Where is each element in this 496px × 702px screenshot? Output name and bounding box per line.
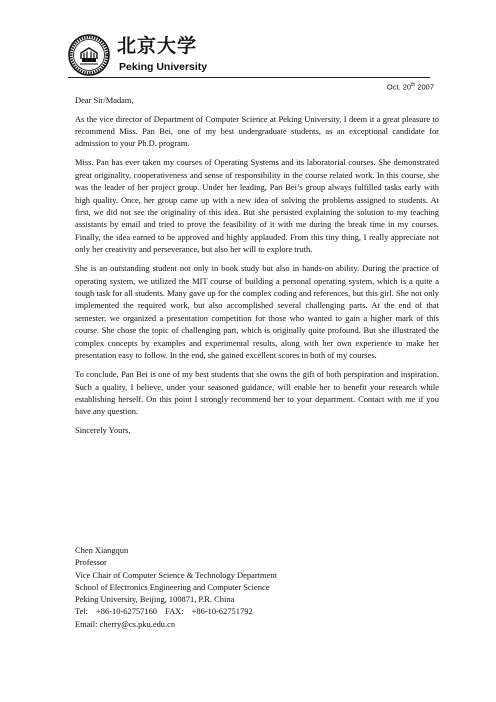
tel-label: Tel: bbox=[75, 606, 88, 617]
contact-email bbox=[75, 618, 439, 630]
paragraph-conclusion: To conclude, Pan Bei is one of my best students that she owns the gift of both perspiration and inspiration. Such a quality, I believe, under your seasoned guidance, will enable her to benefit your research while establishing herself. On this point I strongly recommend her to your department. Contact with me if you have any question. bbox=[75, 369, 439, 417]
email-address[interactable]: cherry@cs.pku.edu.cn bbox=[99, 618, 176, 629]
greeting: Dear Sir/Madam, bbox=[75, 95, 134, 105]
tel-number: +86-10-62757160 bbox=[96, 606, 158, 617]
signer-name: Chen Xiangqun bbox=[75, 545, 129, 555]
contact-phone-fax bbox=[75, 605, 439, 617]
signer-title: Professor bbox=[75, 557, 107, 568]
university-name-chinese: 北京大学 bbox=[117, 35, 198, 57]
letter-body bbox=[75, 94, 439, 443]
paragraph-hands-on: She is an outstanding student not only in book study but also in hands-on ability. During the practice of operating system, we utilized the MIT course of building a personal operating system, which is a quite a tough task for all students. Many gave up for the complex coding and references, but this girl. She not only implemented the required work, but also accomplished several challenging parts. At the end of that semester, we organized a presentation competition for those who wanted to gain a higher mark of this course. She chose the topic of challenging part, which is originally quite profound. But she illustrated the complex concepts by examples and experimental results, along with her own experience to make her presentation easy to follow. In the end, she gained excellent scores in both of my courses. bbox=[75, 263, 439, 361]
date-prefix: Oct. 20 bbox=[386, 82, 412, 92]
paragraph-intro: As the vice director of Department of Computer Science at Peking University, I deem it a great pleasure to recommend Miss. Pan Bei, one of my best undergraduate students, as an exceptional candidate for admission to your Ph.D. program. bbox=[75, 113, 439, 149]
paragraph-operating-systems: Miss. Pan has ever taken my courses of Operating Systems and its laboratorial courses. She demonstrated great originality, cooperativeness and sense of responsibility in the course related work. In this course, she was the leader of her project group. Under her leading, Pan Bei’s group always fulfilled tasks early with high quality. Once, her group came up with a new idea of solving the problems assigned to students. At first, we did not see the originality of this idea. But she persisted explaining the solution to my teaching assistants by email and tried to prove the feasibility of it with me during the break time in my courses. Finally, the idea earned to be approved and highly applauded. From this tiny thing, I really appreciate not only her creativity and perseverance, but also her will to explore truth. bbox=[75, 157, 439, 255]
email-label: Email: bbox=[75, 618, 98, 629]
signature-block bbox=[75, 544, 439, 630]
signer-position: Vice Chair of Computer Science & Technology Department bbox=[75, 569, 277, 580]
signer-address: Peking University, Beijing, 100871, P.R. China bbox=[75, 594, 235, 605]
signer-school: School of Electronics Engineering and Computer Science bbox=[75, 581, 270, 592]
closing: Sincerely Yours, bbox=[75, 425, 131, 436]
date-year: 2007 bbox=[415, 82, 434, 92]
letterhead bbox=[68, 34, 428, 78]
letterhead-divider bbox=[68, 77, 430, 78]
letter-date bbox=[387, 80, 434, 93]
peking-university-seal-icon bbox=[68, 34, 110, 76]
fax-label: FAX: bbox=[165, 606, 184, 617]
fax-number: +86-10-62751792 bbox=[191, 606, 253, 617]
date-suffix: th bbox=[411, 82, 416, 88]
university-name-english: Peking University bbox=[119, 61, 208, 73]
